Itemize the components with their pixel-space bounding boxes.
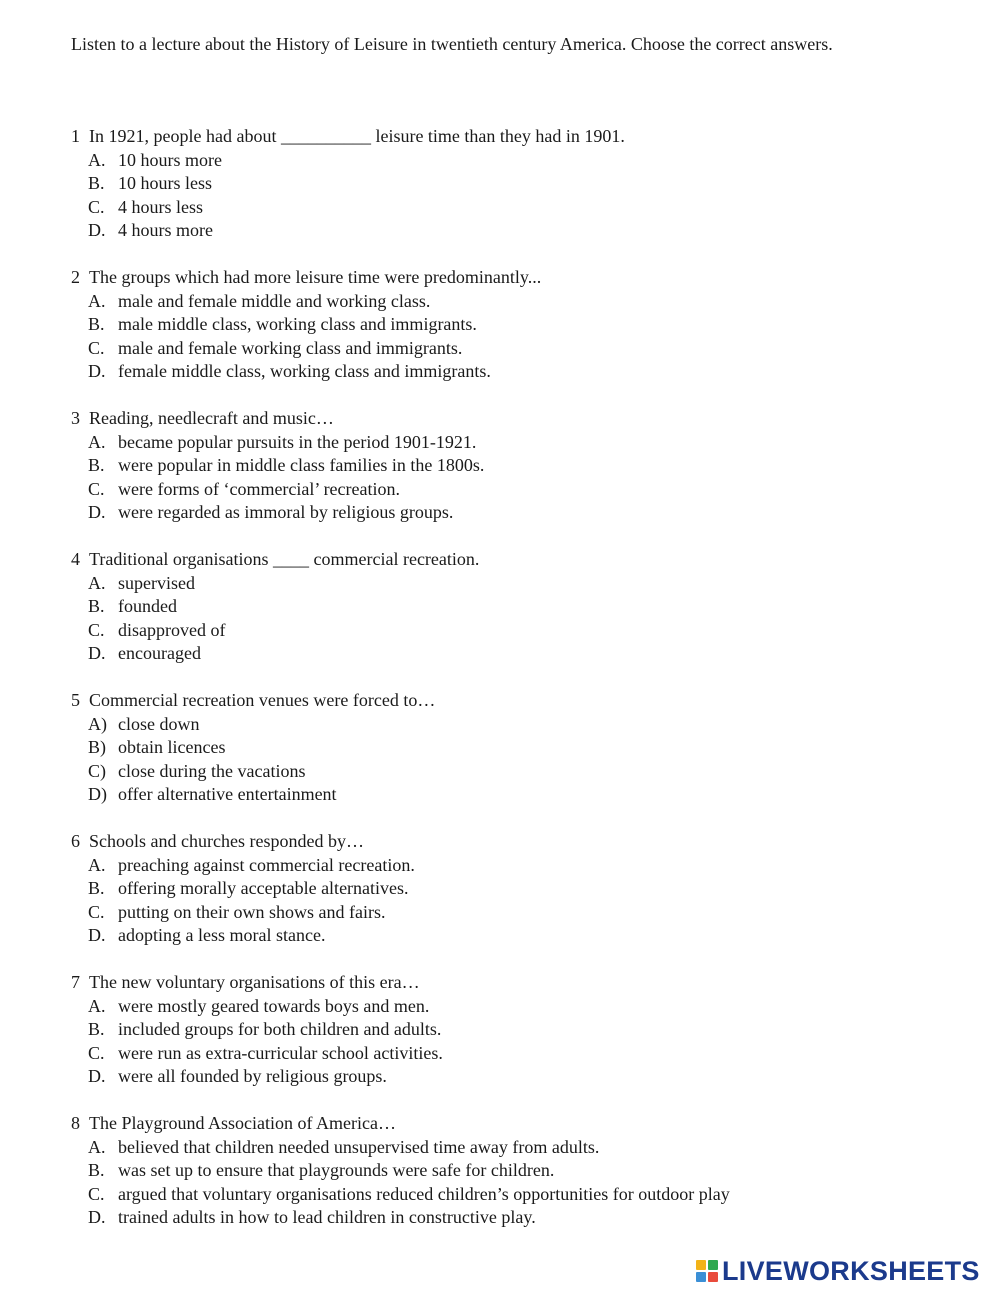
option-text: were run as extra-curricular school activities. (118, 1042, 443, 1063)
question-stem (71, 266, 971, 290)
option-b[interactable] (71, 736, 971, 760)
option-text: male and female working class and immigrants. (118, 337, 463, 358)
option-text: obtain licences (118, 737, 226, 758)
option-d[interactable] (71, 219, 971, 243)
option-letter: A. (88, 854, 106, 875)
option-text: 10 hours more (118, 149, 222, 170)
question-number: 3 (71, 408, 80, 428)
question-number: 7 (71, 972, 80, 992)
option-a[interactable] (71, 854, 971, 878)
option-text: preaching against commercial recreation. (118, 854, 415, 875)
logo-cell (696, 1260, 706, 1270)
option-letter: B) (88, 737, 106, 758)
option-text: were all founded by religious groups. (118, 1066, 387, 1087)
option-letter: B. (88, 596, 105, 617)
option-a[interactable] (71, 713, 971, 737)
question-stem (71, 971, 971, 995)
option-letter: D. (88, 643, 106, 664)
option-letter: D. (88, 1066, 106, 1087)
option-letter: A. (88, 1136, 106, 1157)
option-letter: B. (88, 878, 105, 899)
option-letter: A. (88, 431, 106, 452)
option-text: were regarded as immoral by religious groups. (118, 502, 454, 523)
question-8 (71, 1112, 971, 1230)
option-letter: A. (88, 149, 106, 170)
option-letter: A) (88, 713, 107, 734)
question-number: 6 (71, 831, 80, 851)
question-text: Schools and churches responded by… (89, 831, 364, 851)
option-letter: C. (88, 1183, 105, 1204)
question-number: 2 (71, 267, 80, 287)
option-letter: D) (88, 784, 107, 805)
option-c[interactable] (71, 619, 971, 643)
logo-text: LIVEWORKSHEETS (722, 1256, 980, 1286)
option-b[interactable] (71, 1018, 971, 1042)
option-b[interactable] (71, 877, 971, 901)
option-text: became popular pursuits in the period 1901-1921. (118, 431, 477, 452)
option-c[interactable] (71, 901, 971, 925)
option-text: putting on their own shows and fairs. (118, 901, 386, 922)
option-a[interactable] (71, 572, 971, 596)
option-text: 4 hours more (118, 220, 213, 241)
question-5 (71, 689, 971, 807)
option-letter: B. (88, 1160, 105, 1181)
option-c[interactable] (71, 337, 971, 361)
option-text: founded (118, 596, 177, 617)
logo-mark-icon (696, 1260, 718, 1282)
option-letter: B. (88, 1019, 105, 1040)
option-text: believed that children needed unsupervised time away from adults. (118, 1136, 600, 1157)
option-c[interactable] (71, 1183, 971, 1207)
option-text: 4 hours less (118, 196, 203, 217)
option-letter: B. (88, 455, 105, 476)
option-d[interactable] (71, 924, 971, 948)
question-number: 4 (71, 549, 80, 569)
liveworksheets-logo (696, 1257, 980, 1285)
option-text: argued that voluntary organisations reduced children’s opportunities for outdoor play (118, 1183, 730, 1204)
question-text: Reading, needlecraft and music… (89, 408, 334, 428)
option-text: close down (118, 713, 200, 734)
option-text: adopting a less moral stance. (118, 925, 326, 946)
question-6 (71, 830, 971, 948)
option-text: male middle class, working class and immigrants. (118, 314, 477, 335)
option-letter: D. (88, 502, 106, 523)
question-4 (71, 548, 971, 666)
option-d[interactable] (71, 642, 971, 666)
option-letter: D. (88, 361, 106, 382)
question-stem (71, 830, 971, 854)
question-stem (71, 689, 971, 713)
option-text: offer alternative entertainment (118, 784, 337, 805)
option-a[interactable] (71, 149, 971, 173)
option-b[interactable] (71, 595, 971, 619)
option-text: trained adults in how to lead children in constructive play. (118, 1207, 536, 1228)
question-1 (71, 125, 971, 243)
option-letter: B. (88, 173, 105, 194)
question-text: In 1921, people had about __________ leisure time than they had in 1901. (89, 126, 625, 146)
option-d[interactable] (71, 1206, 971, 1230)
option-a[interactable] (71, 431, 971, 455)
option-text: were forms of ‘commercial’ recreation. (118, 478, 401, 499)
option-a[interactable] (71, 290, 971, 314)
option-letter: D. (88, 925, 106, 946)
option-b[interactable] (71, 313, 971, 337)
option-text: included groups for both children and adults. (118, 1019, 442, 1040)
option-text: male and female middle and working class. (118, 290, 431, 311)
question-number: 5 (71, 690, 80, 710)
option-letter: D. (88, 220, 106, 241)
question-number: 8 (71, 1113, 80, 1133)
question-2 (71, 266, 971, 384)
option-text: were popular in middle class families in the 1800s. (118, 455, 485, 476)
option-c[interactable] (71, 1042, 971, 1066)
option-text: 10 hours less (118, 173, 212, 194)
option-letter: A. (88, 995, 106, 1016)
question-text: The new voluntary organisations of this era… (89, 972, 420, 992)
question-7 (71, 971, 971, 1089)
option-d[interactable] (71, 783, 971, 807)
question-text: Commercial recreation venues were forced to… (89, 690, 436, 710)
instructions: Listen to a lecture about the History of Leisure in twentieth century America. Choose the correct answers. (71, 34, 833, 54)
option-letter: C. (88, 619, 105, 640)
option-letter: C. (88, 1042, 105, 1063)
option-letter: D. (88, 1207, 106, 1228)
option-letter: C. (88, 337, 105, 358)
option-c[interactable] (71, 478, 971, 502)
question-3 (71, 407, 971, 525)
option-text: were mostly geared towards boys and men. (118, 995, 430, 1016)
question-stem (71, 1112, 971, 1136)
option-text: offering morally acceptable alternatives. (118, 878, 409, 899)
logo-cell (696, 1272, 706, 1282)
option-b[interactable] (71, 1159, 971, 1183)
option-b[interactable] (71, 454, 971, 478)
question-stem (71, 548, 971, 572)
option-a[interactable] (71, 1136, 971, 1160)
option-letter: C. (88, 478, 105, 499)
logo-cell (708, 1260, 718, 1270)
option-text: female middle class, working class and immigrants. (118, 361, 491, 382)
question-text: The Playground Association of America… (89, 1113, 396, 1133)
option-c[interactable] (71, 760, 971, 784)
question-text: Traditional organisations ____ commercial recreation. (89, 549, 480, 569)
question-text: The groups which had more leisure time were predominantly... (89, 267, 542, 287)
option-letter: A. (88, 572, 106, 593)
option-d[interactable] (71, 360, 971, 384)
option-text: encouraged (118, 643, 201, 664)
question-stem (71, 407, 971, 431)
option-letter: C. (88, 901, 105, 922)
option-letter: A. (88, 290, 106, 311)
option-text: disapproved of (118, 619, 226, 640)
option-text: close during the vacations (118, 760, 306, 781)
option-d[interactable] (71, 501, 971, 525)
option-letter: C. (88, 196, 105, 217)
logo-cell (708, 1272, 718, 1282)
option-c[interactable] (71, 196, 971, 220)
option-text: was set up to ensure that playgrounds were safe for children. (118, 1160, 555, 1181)
option-letter: B. (88, 314, 105, 335)
question-number: 1 (71, 126, 80, 146)
option-letter: C) (88, 760, 106, 781)
option-d[interactable] (71, 1065, 971, 1089)
question-stem (71, 125, 971, 149)
option-b[interactable] (71, 172, 971, 196)
option-a[interactable] (71, 995, 971, 1019)
option-text: supervised (118, 572, 195, 593)
